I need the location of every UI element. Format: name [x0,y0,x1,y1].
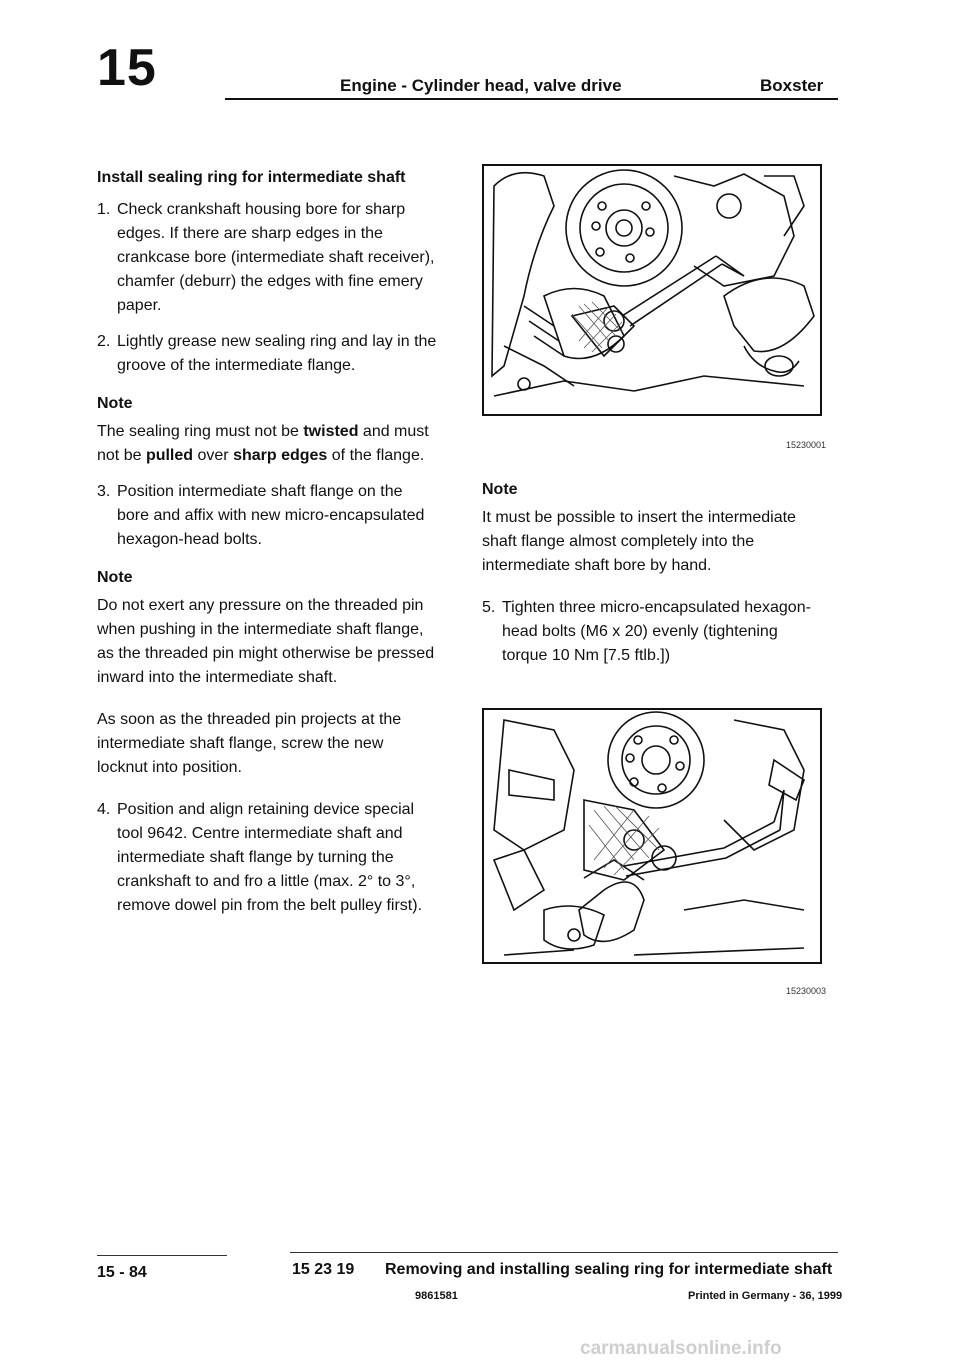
section-title-footer: Removing and installing sealing ring for intermediate shaft [385,1261,833,1278]
step-3 [97,480,437,552]
step-text: Check crankshaft housing bore for sharp edges. If there are sharp edges in the crankcase bore (intermediate shaft receiver), chamfer (deburr) the edges with fine emery paper. [117,201,435,314]
document-title: Engine - Cylinder head, valve drive [340,76,622,95]
step-text: Tighten three micro-encapsulated hexagon-head bolts (M6 x 20) evenly (tightening torque 10 Nm [7.5 ftlb.]) [502,599,811,664]
figure-caption: 15230003 [786,986,827,996]
figure-caption: 15230001 [786,440,827,450]
left-column [97,166,437,930]
step-number: 5. [482,599,496,616]
engine-illustration [484,710,820,962]
note-text-part: over [193,447,234,464]
header-rule [225,98,838,100]
step-2 [97,330,437,378]
step-number: 1. [97,201,111,218]
paragraph: As soon as the threaded pin projects at the intermediate shaft flange, screw the new locknut into position. [97,711,402,776]
note-text-part: The sealing ring must not be [97,423,304,440]
step-number: 3. [97,483,111,500]
note-heading: Note [482,481,518,498]
note-emphasis: pulled [145,447,194,464]
printed-note: Printed in Germany - 36, 1999 [688,1290,843,1302]
part-number: 9861581 [415,1290,458,1302]
step-number: 4. [97,801,111,818]
note-emphasis: sharp edges [233,447,328,464]
note-text [97,420,437,468]
note-text-part: and must not be [97,423,429,464]
step-4 [97,798,437,918]
page-number: 15 - 84 [97,1264,147,1281]
footer-rule [290,1252,838,1253]
step-text: Position and align retaining device special tool 9642. Centre intermediate shaft and intermediate shaft flange by turning the crankshaft to and fro a little (max. 2° to 3°, remove dowel pin from the belt pulley first). [117,801,423,914]
chapter-number: 15 [97,39,157,97]
step-text: Lightly grease new sealing ring and lay in the groove of the intermediate flange. [117,333,437,374]
note-text-part: of the flange. [327,447,425,464]
figure-engine-tool-wrench [482,164,822,416]
step-text: Position intermediate shaft flange on the bore and affix with new micro-encapsulated hexagon-head bolts. [117,483,425,548]
note-heading: Note [97,395,133,412]
section-number: 15 23 19 [292,1261,355,1278]
section-title: Install sealing ring for intermediate shaft [97,169,406,186]
note-heading: Note [97,569,133,586]
note-text: It must be possible to insert the intermediate shaft flange almost completely into the intermediate shaft bore by hand. [482,509,796,574]
right-column [482,478,822,680]
footer-rule [97,1255,227,1256]
watermark: carmanualsonline.info [580,1338,782,1359]
note-text: Do not exert any pressure on the threaded pin when pushing in the intermediate shaft flange, as the threaded pin might otherwise be pressed inward into the intermediate shaft. [97,597,435,686]
step-number: 2. [97,333,111,350]
step-1 [97,198,437,318]
model-name: Boxster [760,76,824,95]
engine-illustration [484,166,820,414]
figure-centering-tool [482,708,822,964]
note-emphasis: twisted [303,423,359,440]
step-5 [482,596,822,668]
